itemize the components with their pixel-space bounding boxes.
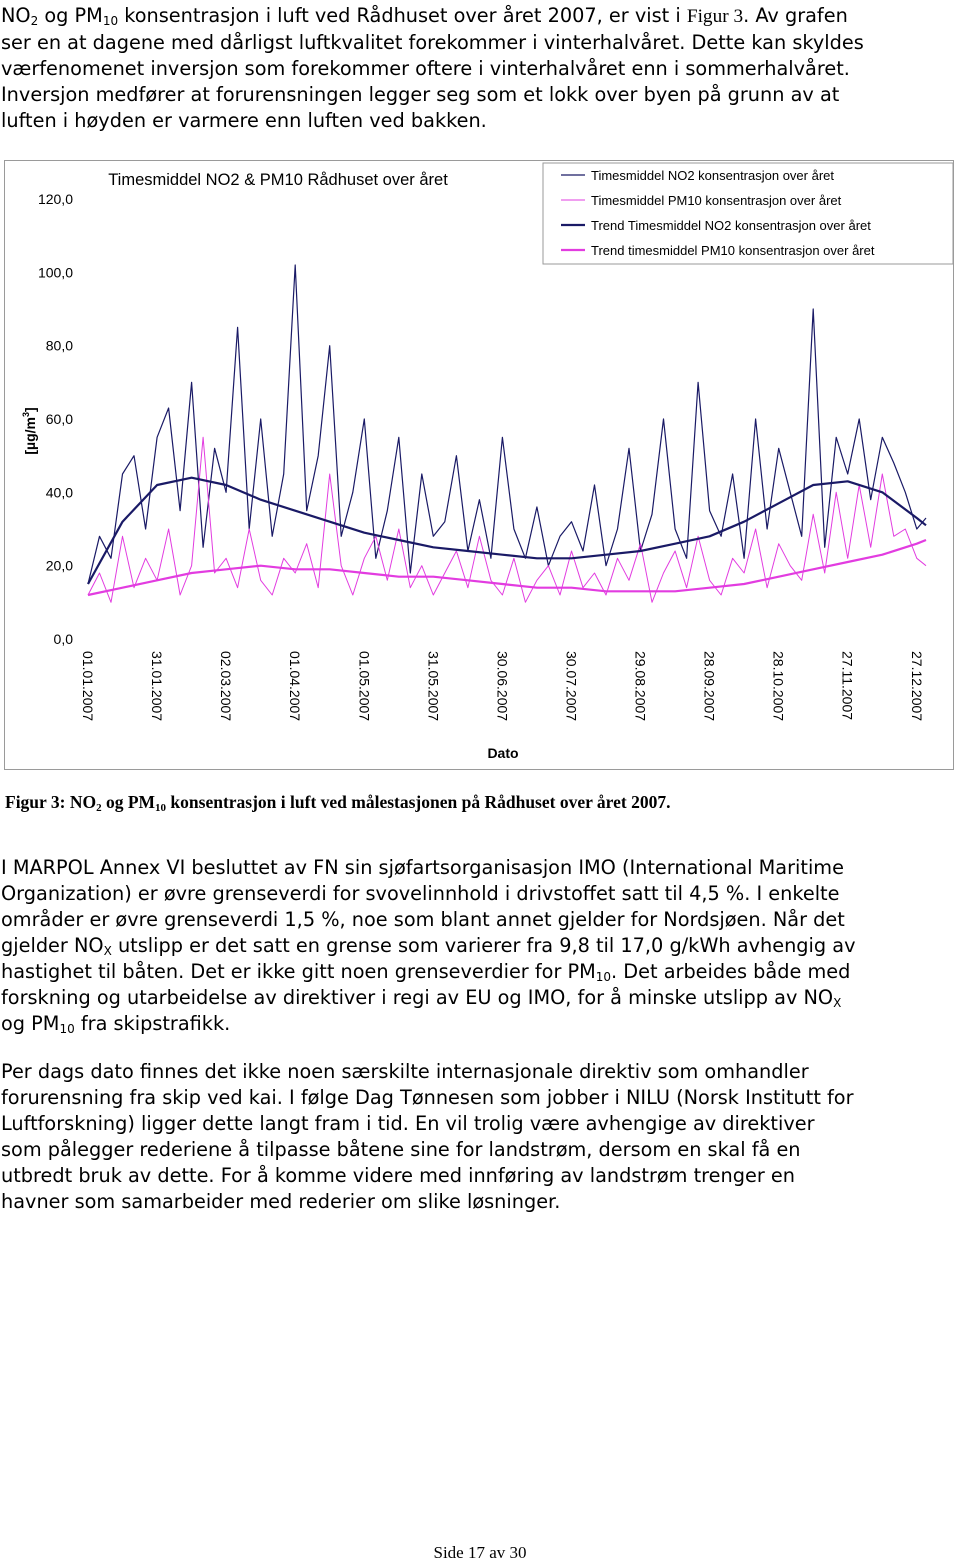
subscript: 10 bbox=[595, 970, 612, 984]
y-tick-label: 0,0 bbox=[53, 631, 73, 647]
text: Figur 3: NO bbox=[5, 792, 97, 812]
legend-label: Timesmiddel NO2 konsentrasjon over året bbox=[591, 168, 835, 183]
y-tick-label: 120,0 bbox=[37, 191, 73, 207]
x-tick-label: 28.10.2007 bbox=[770, 651, 787, 722]
chart-frame bbox=[4, 160, 954, 770]
text: . Det arbeides både med bbox=[611, 960, 851, 983]
series-line-2 bbox=[88, 437, 926, 602]
x-tick-label: 31.01.2007 bbox=[149, 651, 166, 722]
text: fra skipstrafikk. bbox=[74, 1012, 231, 1035]
text-line: værfenomenet inversjon som forekommer oftere i vinterhalvåret enn i sommerhalvåret. bbox=[1, 57, 850, 80]
subscript: X bbox=[833, 996, 842, 1010]
y-tick-label: 60,0 bbox=[45, 411, 73, 427]
x-tick-label: 30.07.2007 bbox=[563, 651, 580, 722]
x-axis-label: Dato bbox=[487, 745, 519, 761]
text: og PM bbox=[101, 792, 156, 812]
text-line: havner som samarbeider med rederier om slike løsninger. bbox=[1, 1190, 561, 1213]
legend-label: Trend Timesmiddel NO2 konsentrasjon over året bbox=[591, 218, 871, 233]
text-line: områder er øvre grenseverdi 1,5 %, noe som blant annet gjelder for Nordsjøen. Når det bbox=[1, 908, 845, 931]
text: NO bbox=[1, 4, 31, 27]
x-tick-label: 02.03.2007 bbox=[218, 651, 235, 722]
marpol-paragraph bbox=[1, 855, 959, 1037]
text-line: Inversjon medfører at forurensningen legger seg som et lokk over byen på grunn av at bbox=[1, 83, 840, 106]
shore-power-paragraph bbox=[1, 1059, 959, 1215]
text: konsentrasjon i luft ved Rådhuset over året 2007, er vist i bbox=[118, 4, 687, 27]
text-line: utbredt bruk av dette. For å komme videre med innføring av landstrøm trenger en bbox=[1, 1164, 795, 1187]
subscript: 10 bbox=[102, 14, 119, 28]
subscript: 10 bbox=[59, 1022, 75, 1036]
x-tick-label: 29.08.2007 bbox=[632, 651, 649, 722]
text: hastighet til båten. Det er ikke gitt noen grenseverdier for PM bbox=[1, 960, 596, 983]
y-tick-label: 40,0 bbox=[45, 484, 73, 501]
text: og PM bbox=[38, 4, 103, 27]
text-line: Luftforskning) ligger dette langt fram i tid. En vil trolig være avhengige av direktiver bbox=[1, 1112, 815, 1135]
x-tick-label: 30.06.2007 bbox=[494, 651, 511, 722]
text: utslipp er det satt en grense som varierer fra 9,8 til 17,0 g/kWh avhengig av bbox=[111, 934, 856, 957]
text: forskning og utarbeidelse av direktiver i regi av EU og IMO, for å minske utslipp av NO bbox=[1, 986, 834, 1009]
figure-caption bbox=[5, 792, 670, 813]
x-tick-label: 31.05.2007 bbox=[425, 651, 442, 722]
figure-reference: Figur 3 bbox=[686, 6, 744, 27]
y-axis-label: $[\mu g/m^3]$ bbox=[21, 407, 38, 455]
text-line: I MARPOL Annex VI besluttet av FN sin sjøfartsorganisasjon IMO (International Maritime bbox=[1, 856, 844, 879]
subscript: 2 bbox=[30, 14, 39, 28]
subscript: X bbox=[103, 944, 112, 958]
y-tick-label: 80,0 bbox=[45, 337, 73, 354]
text-line: forurensning fra skip ved kai. I følge Dag Tønnesen som jobber i NILU (Norsk Institutt for bbox=[1, 1086, 854, 1109]
series-line-1 bbox=[88, 265, 926, 584]
x-tick-label: 01.04.2007 bbox=[287, 651, 304, 722]
text: . Av grafen bbox=[743, 4, 848, 27]
text: og PM bbox=[1, 1012, 60, 1035]
x-tick-label: 01.05.2007 bbox=[356, 651, 373, 722]
x-tick-label: 28.09.2007 bbox=[701, 651, 718, 722]
x-tick-label: 27.12.2007 bbox=[908, 651, 925, 722]
text-line: Per dags dato finnes det ikke noen særskilte internasjonale direktiv som omhandler bbox=[1, 1060, 809, 1083]
chart bbox=[5, 161, 955, 771]
subscript: 10 bbox=[155, 802, 167, 814]
legend-label: Trend timesmiddel PM10 konsentrasjon over året bbox=[591, 243, 875, 258]
text-line: Organization) er øvre grenseverdi for svovelinnhold i drivstoffet satt til 4,5 %. I enkelte bbox=[1, 882, 840, 905]
subscript: 2 bbox=[96, 802, 102, 814]
text-line: ser en at dagene med dårligst luftkvalitet forekommer i vinterhalvåret. Dette kan skyldes bbox=[1, 31, 864, 54]
chart-title: Timesmiddel NO2 & PM10 Rådhuset over året bbox=[108, 171, 448, 189]
y-tick-label: 100,0 bbox=[37, 264, 73, 281]
text-line: luften i høyden er varmere enn luften ved bakken. bbox=[1, 109, 487, 132]
text: gjelder NO bbox=[1, 934, 104, 957]
legend-label: Timesmiddel PM10 konsentrasjon over året bbox=[591, 193, 842, 208]
y-tick-label: 20,0 bbox=[45, 557, 73, 574]
x-tick-label: 01.01.2007 bbox=[80, 651, 96, 722]
x-tick-label: 27.11.2007 bbox=[839, 651, 856, 721]
page-number: Side 17 av 30 bbox=[433, 1543, 527, 1562]
intro-paragraph bbox=[1, 3, 959, 134]
text: konsentrasjon i luft ved målestasjonen på Rådhuset over året 2007. bbox=[166, 792, 671, 812]
text-line: som pålegger rederiene å tilpasse båtene sine for landstrøm, dersom en skal få en bbox=[1, 1138, 801, 1161]
